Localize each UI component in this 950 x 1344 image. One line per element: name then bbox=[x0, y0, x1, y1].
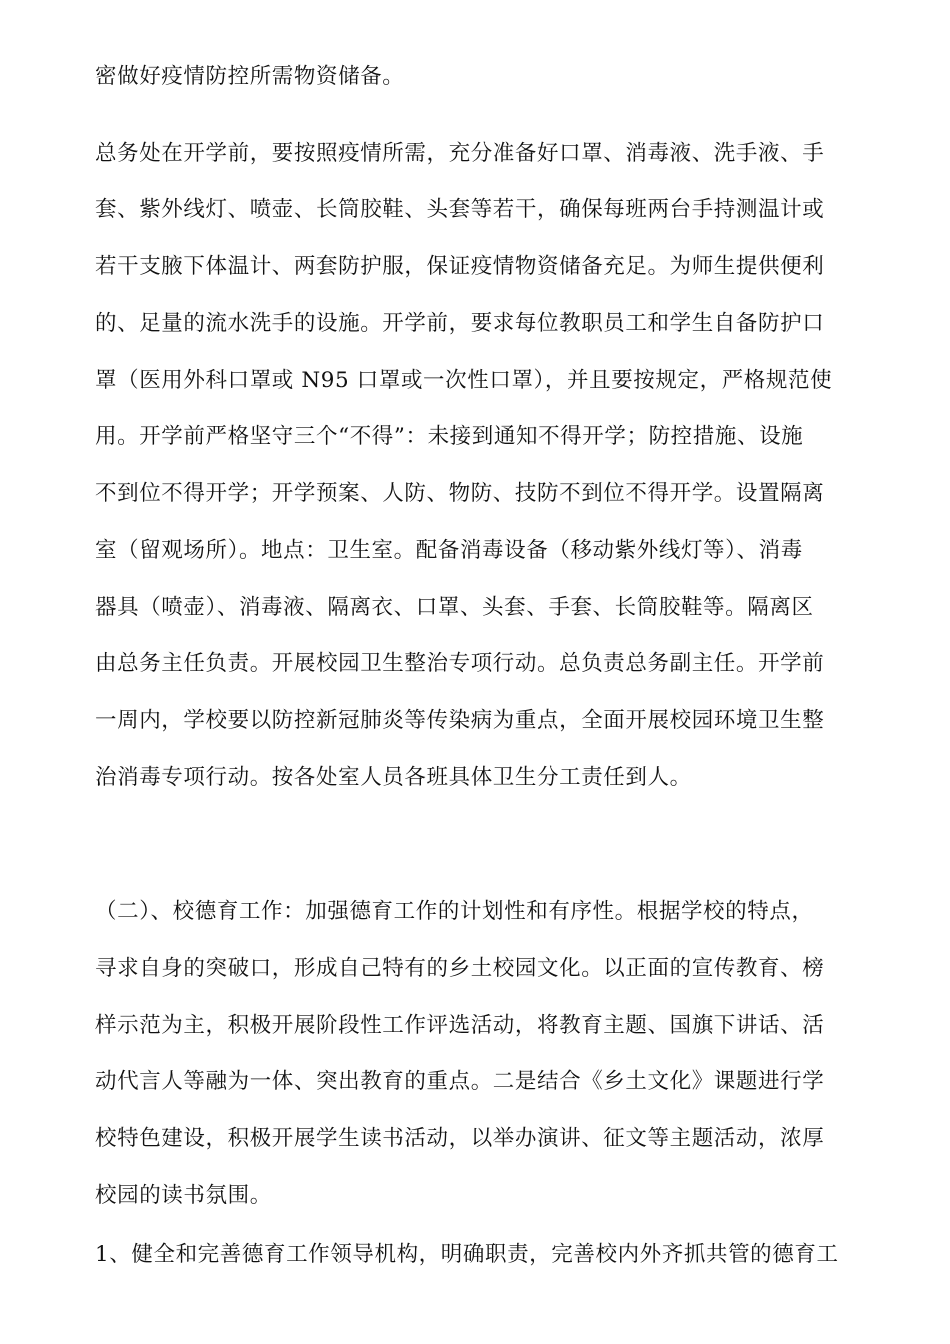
text-line-4: 若干支腋下体温计、两套防护服，保证疫情物资储备充足。为师生提供便利 bbox=[95, 254, 825, 279]
text-line-2: 总务处在开学前，要按照疫情所需，充分准备好口罩、消毒液、洗手液、手 bbox=[95, 141, 825, 166]
text-line-13: 治消毒专项行动。按各处室人员各班具体卫生分工责任到人。 bbox=[95, 765, 692, 790]
text-line-9: 室（留观场所）。地点：卫生室。配备消毒设备（移动紫外线灯等）、消毒 bbox=[95, 538, 803, 563]
text-line-6: 罩（医用外科口罩或 N95 口罩或一次性口罩），并且要按规定，严格规范使 bbox=[95, 368, 833, 393]
text-line-7: 用。开学前严格坚守三个“不得”：未接到通知不得开学；防控措施、设施 bbox=[95, 424, 804, 449]
text-line-14: （二）、校德育工作：加强德育工作的计划性和有序性。根据学校的特点， bbox=[95, 899, 814, 924]
text-line-19: 校园的读书氛围。 bbox=[95, 1183, 272, 1208]
text-line-5: 的、足量的流水洗手的设施。开学前，要求每位教职员工和学生自备防护口 bbox=[95, 311, 825, 336]
text-line-18: 校特色建设，积极开展学生读书活动，以举办演讲、征文等主题活动，浓厚 bbox=[95, 1126, 825, 1151]
text-line-11: 由总务主任负责。开展校园卫生整治专项行动。总负责总务副主任。开学前 bbox=[95, 651, 825, 676]
text-line-15: 寻求自身的突破口，形成自己特有的乡土校园文化。以正面的宣传教育、榜 bbox=[95, 956, 825, 981]
text-line-16: 样示范为主，积极开展阶段性工作评选活动，将教育主题、国旗下讲话、活 bbox=[95, 1013, 825, 1038]
text-line-1: 密做好疫情防控所需物资储备。 bbox=[95, 64, 405, 89]
text-line-12: 一周内，学校要以防控新冠肺炎等传染病为重点，全面开展校园环境卫生整 bbox=[95, 708, 825, 733]
text-line-3: 套、紫外线灯、喷壶、长筒胶鞋、头套等若干，确保每班两台手持测温计或 bbox=[95, 197, 825, 222]
text-line-10: 器具（喷壶）、消毒液、隔离衣、口罩、头套、手套、长筒胶鞋等。隔离区 bbox=[95, 595, 814, 620]
text-line-8: 不到位不得开学；开学预案、人防、物防、技防不到位不得开学。设置隔离 bbox=[95, 481, 825, 506]
text-line-20: 1、健全和完善德育工作领导机构，明确职责，完善校内外齐抓共管的德育工 bbox=[95, 1242, 839, 1267]
text-line-17: 动代言人等融为一体、突出教育的重点。二是结合《乡土文化》课题进行学 bbox=[95, 1069, 825, 1094]
